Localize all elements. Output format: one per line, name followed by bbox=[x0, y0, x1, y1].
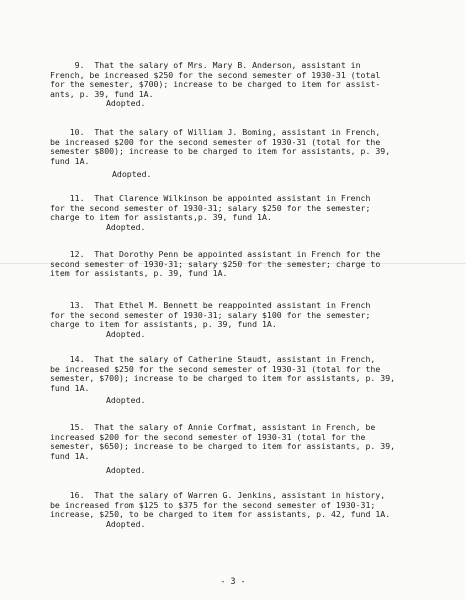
item-line: be increased from $125 to $375 for the second semester of 1930-31; bbox=[50, 499, 376, 510]
resolution-item-15 bbox=[50, 423, 455, 476]
item-line: fund 1A. bbox=[50, 155, 90, 166]
adopted-label: Adopted. bbox=[106, 395, 146, 406]
adopted-label: Adopted. bbox=[106, 518, 146, 529]
item-line: 12. That Dorothy Penn be appointed assistant in French for the bbox=[50, 249, 381, 259]
item-line: charge to item for assistants, p. 39, fund 1A. bbox=[50, 319, 277, 330]
item-line: second semester of 1930-31; salary $250 for the semester; charge to bbox=[50, 258, 381, 269]
item-line: increased $200 for the second semester of 1930-31 (total for the bbox=[50, 431, 366, 442]
item-line: 10. That the salary of William J. Boming, assistant in French, bbox=[50, 127, 381, 137]
item-line: 16. That the salary of Warren G. Jenkins, assistant in history, bbox=[50, 490, 386, 500]
resolution-item-13 bbox=[50, 301, 455, 339]
resolution-item-11 bbox=[50, 194, 455, 232]
item-line: 14. That the salary of Catherine Staudt, assistant in French, bbox=[50, 354, 376, 364]
resolution-item-16 bbox=[50, 491, 455, 529]
resolution-item-12 bbox=[50, 250, 455, 279]
item-line: semester, $650); increase to be charged to item for assistants, p. 39, bbox=[50, 441, 396, 452]
item-line: semester $800); increase to be charged to item for assistants, p. 39, bbox=[50, 146, 391, 157]
adopted-label: Adopted. bbox=[106, 98, 146, 109]
resolution-item-14 bbox=[50, 355, 455, 406]
item-line: ants, p. 39, fund 1A. bbox=[50, 88, 154, 99]
item-line: French, be increased $250 for the second semester of 1930-31 (total bbox=[50, 69, 381, 80]
adopted-label: Adopted. bbox=[106, 221, 146, 232]
item-line: be increased $200 for the second semester of 1930-31 (total for the bbox=[50, 136, 381, 147]
resolution-item-10 bbox=[50, 128, 455, 180]
adopted-label: Adopted. bbox=[112, 169, 152, 180]
item-line: charge to item for assistants,p. 39, fund 1A. bbox=[50, 212, 272, 223]
adopted-label: Adopted. bbox=[106, 328, 146, 339]
item-line: 13. That Ethel M. Bennett be reappointed assistant in French bbox=[50, 300, 371, 310]
item-line: fund 1A. bbox=[50, 382, 90, 393]
item-line: 9. That the salary of Mrs. Mary B. Anderson, assistant in bbox=[50, 60, 361, 70]
item-line: for the semester, $700); increase to be charged to item for assist- bbox=[50, 79, 381, 90]
adopted-label: Adopted. bbox=[106, 465, 146, 476]
item-line: semester, $700); increase to be charged to item for assistants, p. 39, bbox=[50, 373, 396, 384]
item-line: for the second semester of 1930-31; salary $100 for the semester; bbox=[50, 309, 371, 320]
item-line: item for assistants, p. 39, fund 1A. bbox=[50, 268, 228, 279]
page-number: - 3 - bbox=[220, 576, 246, 586]
item-line: for the second semester of 1930-31; salary $250 for the semester; bbox=[50, 202, 371, 213]
item-line: be increased $250 for the second semester of 1930-31 (total for the bbox=[50, 363, 381, 374]
item-line: 11. That Clarence Wilkinson be appointed assistant in French bbox=[50, 193, 371, 203]
item-line: fund 1A. bbox=[50, 450, 90, 461]
resolution-item-9 bbox=[50, 61, 455, 109]
item-line: increase, $250, to be charged to item for assistants, p. 42, fund 1A. bbox=[50, 509, 391, 520]
item-line: 15. That the salary of Annie Corfmat, assistant in French, be bbox=[50, 422, 376, 432]
